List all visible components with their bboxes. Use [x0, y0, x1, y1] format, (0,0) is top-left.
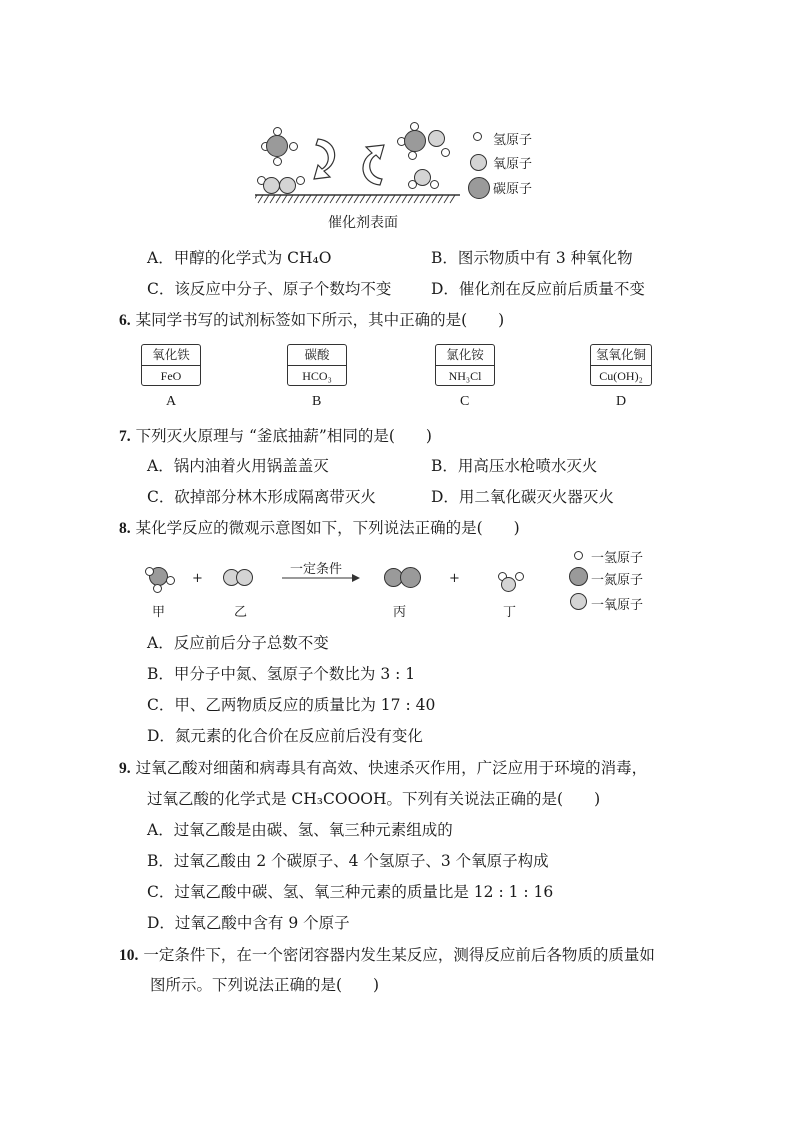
oxygen-atom: [279, 177, 296, 194]
plus-sign: +: [449, 571, 460, 586]
reagent-label-a: [141, 344, 201, 386]
reagent-label-c: [435, 344, 495, 386]
q7-number: 7.: [119, 428, 131, 445]
q8-stem-text: 某化学反应的微观示意图如下，下列说法正确的是( ): [135, 519, 520, 537]
hydrogen-atom: [166, 576, 175, 585]
q10-stem: [119, 945, 655, 966]
reagent-letter-a: A: [166, 394, 177, 409]
reaction-diagram: [0, 545, 794, 625]
q5-option-b: B．图示物质中有 3 种氧化物: [431, 249, 633, 267]
hydrogen-atom: [296, 176, 305, 185]
legend-oxygen-icon: [470, 154, 487, 171]
plus-sign: +: [192, 571, 203, 586]
q9-stem: [119, 758, 647, 779]
reaction-arrows: [310, 133, 390, 193]
q10-number: 10.: [119, 947, 139, 964]
reagent-letter-d: D: [616, 394, 627, 409]
product-bing-label: 丙: [393, 605, 407, 620]
q9-stem-continued: 过氧乙酸的化学式是 CH₃COOOH。下列有关说法正确的是( ): [147, 790, 601, 808]
q5-option-a: A．甲醇的化学式为 CH₄O: [147, 249, 332, 267]
legend-carbon-label: 碳原子: [493, 182, 533, 197]
reactant-jia-label: 甲: [152, 605, 166, 620]
q7-option-c: C．砍掉部分林木形成隔离带灭火: [147, 488, 376, 506]
hydrogen-atom: [515, 572, 524, 581]
carbon-atom: [404, 130, 426, 152]
hydrogen-atom: [441, 148, 450, 157]
q7-option-b: B．用高压水枪喷水灭火: [431, 457, 598, 475]
hydrogen-atom: [153, 584, 162, 593]
q8-option-c: C．甲、乙两物质反应的质量比为 17 : 40: [147, 696, 436, 714]
catalyst-surface: [255, 194, 460, 204]
legend-hydrogen-icon: [473, 132, 482, 141]
hydrogen-atom: [145, 567, 154, 576]
legend-hydrogen-icon: [574, 551, 583, 560]
nitrogen-atom: [400, 567, 421, 588]
reaction-condition: 一定条件: [290, 562, 343, 577]
q9-stem-text: 过氧乙酸对细菌和病毒具有高效、快速杀灭作用，广泛应用于环境的消毒，: [135, 759, 648, 777]
q6-number: 6.: [119, 312, 131, 329]
reagent-name: 氢氧化铜: [591, 345, 651, 366]
legend-hydrogen-label: 氢原子: [493, 133, 533, 148]
q9-number: 9.: [119, 760, 131, 777]
product-ding-label: 丁: [503, 605, 517, 620]
hydrogen-atom: [430, 180, 439, 189]
q6-stem: [119, 310, 504, 331]
reagent-formula: FeO: [160, 369, 182, 383]
carbon-atom: [266, 135, 288, 157]
reaction-arrow-icon: [282, 573, 362, 583]
q5-option-c: C．该反应中分子、原子个数均不变: [147, 280, 392, 298]
q7-stem-text: 下列灭火原理与 “釜底抽薪”相同的是( ): [135, 427, 432, 445]
legend-carbon-icon: [468, 177, 490, 199]
q9-option-b: B．过氧乙酸由 2 个碳原子、4 个氢原子、3 个氧原子构成: [147, 852, 549, 870]
reagent-label-b: [287, 344, 347, 386]
q9-option-c: C．过氧乙酸中碳、氢、氧三种元素的质量比是 12 : 1 : 16: [147, 883, 554, 901]
catalyst-diagram: [0, 0, 794, 240]
oxygen-atom: [428, 130, 445, 147]
q7-stem: [119, 426, 432, 447]
legend-oxygen-label: 氧原子: [493, 157, 533, 172]
hydrogen-atom: [273, 157, 282, 166]
legend-hydrogen-label: 一氢原子: [591, 551, 644, 566]
oxygen-atom: [236, 569, 253, 586]
reagent-formula: NH₃Cl: [448, 369, 482, 383]
oxygen-atom: [501, 577, 516, 592]
reagent-letter-c: C: [460, 394, 470, 409]
reagent-formula: Cu(OH)₂: [599, 369, 643, 383]
q10-stem-text: 一定条件下，在一个密闭容器内发生某反应，测得反应前后各物质的质量如: [143, 946, 655, 964]
reagent-letter-b: B: [312, 394, 322, 409]
q8-option-b: B．甲分子中氮、氢原子个数比为 3 : 1: [147, 665, 416, 683]
q7-option-d: D．用二氧化碳灭火器灭火: [431, 488, 614, 506]
legend-nitrogen-label: 一氮原子: [591, 573, 644, 588]
q6-stem-text: 某同学书写的试剂标签如下所示，其中正确的是( ): [135, 311, 505, 329]
hydrogen-atom: [289, 142, 298, 151]
q9-option-a: A．过氧乙酸是由碳、氢、氧三种元素组成的: [147, 821, 453, 839]
legend-oxygen-label: 一氧原子: [591, 598, 644, 613]
hydrogen-atom: [408, 151, 417, 160]
q8-stem: [119, 518, 520, 539]
reagent-name: 碳酸: [288, 345, 346, 366]
catalyst-caption: 催化剂表面: [328, 215, 398, 231]
reagent-formula: HCO₃: [302, 369, 332, 383]
q9-option-d: D．过氧乙酸中含有 9 个原子: [147, 914, 350, 932]
reagent-label-d: [590, 344, 652, 386]
q8-number: 8.: [119, 520, 131, 537]
oxygen-atom: [414, 169, 431, 186]
reagent-name: 氯化铵: [436, 345, 494, 366]
q5-option-d: D．催化剂在反应前后质量不变: [431, 280, 645, 298]
reactant-yi-label: 乙: [234, 605, 248, 620]
q7-option-a: A．锅内油着火用锅盖盖灭: [147, 457, 329, 475]
q8-option-d: D．氮元素的化合价在反应前后没有变化: [147, 727, 423, 745]
legend-oxygen-icon: [570, 593, 587, 610]
reagent-name: 氧化铁: [142, 345, 200, 366]
q8-option-a: A．反应前后分子总数不变: [147, 634, 329, 652]
legend-nitrogen-icon: [569, 567, 588, 586]
q10-stem-continued: 图所示。下列说法正确的是( ): [150, 976, 380, 994]
oxygen-atom: [263, 177, 280, 194]
